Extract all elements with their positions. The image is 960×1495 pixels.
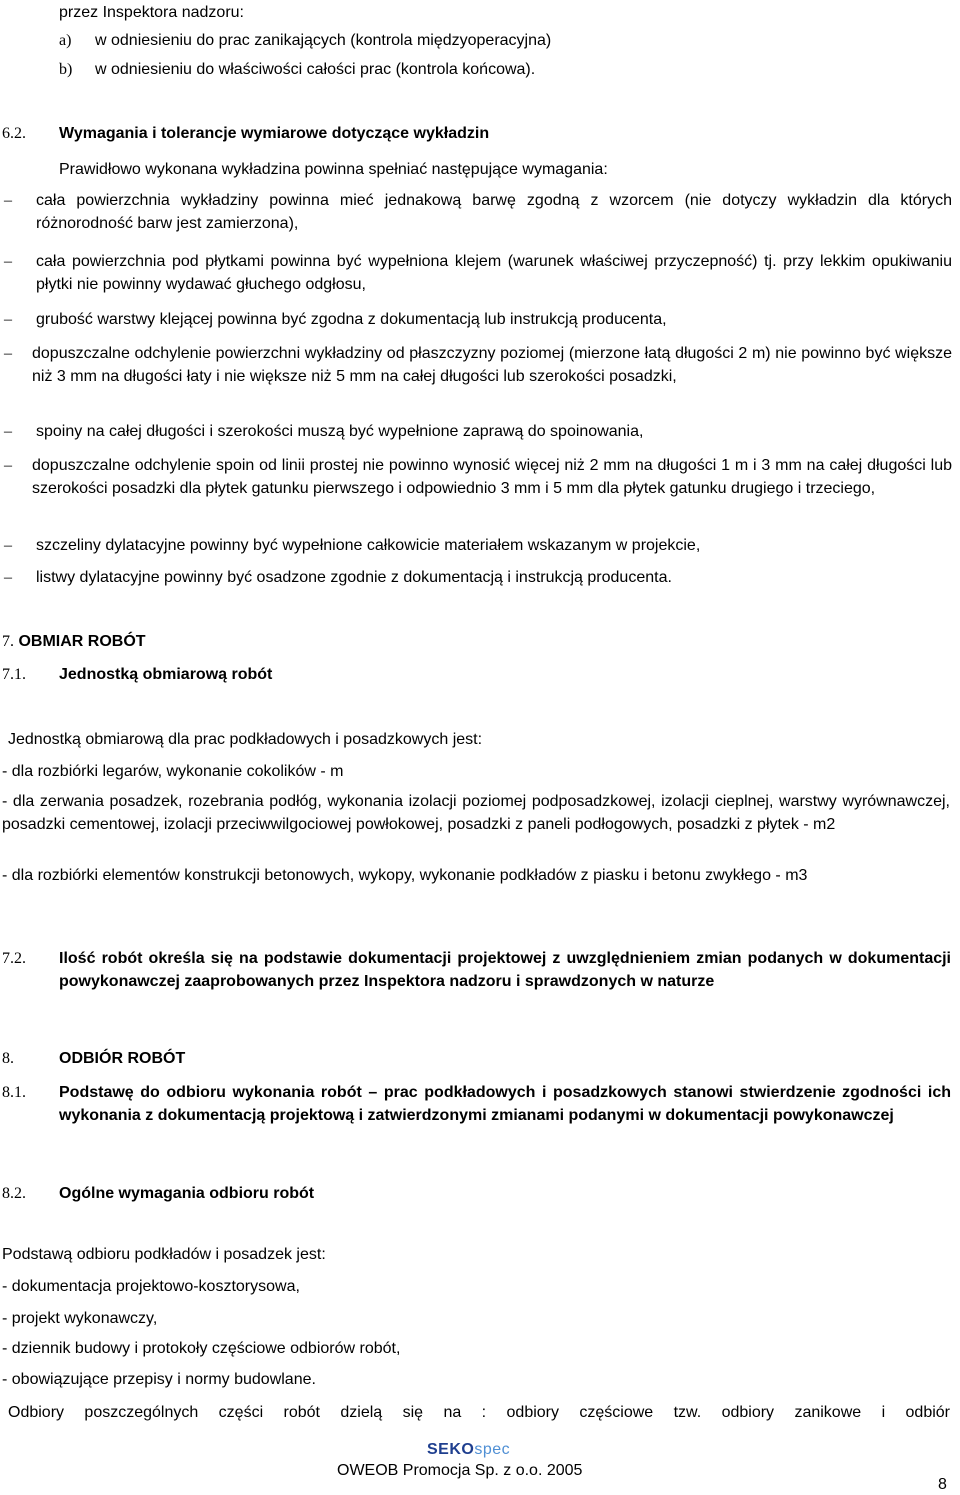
dash-bullet: –: [4, 311, 12, 328]
section-title: Jednostką obmiarową robót: [59, 666, 273, 683]
list-item: - dziennik budowy i protokoły częściowe odbiorów robót,: [2, 1340, 401, 1357]
chapter-title: OBMIAR ROBÓT: [18, 633, 146, 650]
dash-bullet: –: [4, 423, 12, 440]
footer-logo: [427, 1440, 510, 1460]
section-lead: Jednostką obmiarową dla prac podkładowych i posadzkowych jest:: [8, 731, 483, 748]
chapter-title: ODBIÓR ROBÓT: [59, 1050, 186, 1067]
dash-bullet: –: [4, 537, 12, 554]
section-lead: Prawidłowo wykonana wykładzina powinna spełniać następujące wymagania:: [59, 161, 608, 178]
section-number: 8.1.: [2, 1084, 26, 1101]
list-item: dopuszczalne odchylenie spoin od linii prostej nie powinno wynosić więcej niż 2 mm na długości 1 m i 3 mm na całej długości lub szerokości posadzki dla płytek gatunku pierwszego i odpowiednio 3 mm i 5 mm dla płytek gatunku drugiego i trzeciego,: [32, 457, 952, 497]
section-title: Ilość robót określa się na podstawie dokumentacji projektowej z uwzględnieniem zmian podanych w dokumentacji powykonawczej zaaprobowanych przez Inspektora nadzoru i sprawdzonych w naturze: [59, 950, 951, 990]
dash-bullet: –: [4, 457, 12, 474]
list-item: cała powierzchnia wykładziny powinna mieć jednakową barwę zgodną z wzorcem (nie dotyczy wykładzin dla których różnorodność barw jest zamierzona),: [36, 192, 952, 232]
logo-text-secondary: spec: [474, 1441, 511, 1458]
section-title: Wymagania i tolerancje wymiarowe dotyczące wykładzin: [59, 125, 490, 142]
closing-line: Odbiory poszczególnych części robót dzielą się na : odbiory częściowe tzw. odbiory zanikowe i odbiór: [8, 1404, 950, 1421]
list-item: - dokumentacja projektowo-kosztorysowa,: [2, 1278, 300, 1295]
list-item: - dla rozbiórki legarów, wykonanie cokolików - m: [2, 763, 344, 780]
section-title: Podstawę do odbioru wykonania robót – prac podkładowych i posadzkowych stanowi stwierdzenie zgodności ich wykonania z dokumentacją projektową i zatwierdzonymi zmianami podanymi w dokumentacji powykonawczej: [59, 1084, 951, 1124]
section-number: 7.1.: [2, 666, 26, 683]
dash-bullet: –: [4, 569, 12, 586]
list-marker-b: b): [59, 61, 73, 78]
list-item: listwy dylatacyjne powinny być osadzone zgodnie z dokumentacją i instrukcją producenta.: [36, 569, 672, 586]
list-item: - dla zerwania posadzek, rozebrania podłóg, wykonania izolacji poziomej podposadzkowej, izolacji cieplnej, warstwy wyrównawczej, posadzki cementowej, izolacji przeciwwilgociowej powłokowej, posadzki z paneli podłogowych, posadzki z płytek - m2: [2, 793, 950, 833]
list-item: szczeliny dylatacyjne powinny być wypełnione całkowicie materiałem wskazanym w projekcie,: [36, 537, 701, 554]
chapter-heading: [2, 632, 146, 652]
list-item: - dla rozbiórki elementów konstrukcji betonowych, wykopy, wykonanie podkładów z piasku i betonu zwykłego - m3: [2, 867, 808, 884]
section-number: 6.2.: [2, 125, 26, 142]
list-item: dopuszczalne odchylenie powierzchni wykładziny od płaszczyzny poziomej (mierzone łatą długości 2 m) nie powinno być większe niż 3 mm na długości łaty i nie większe niż 5 mm na całej długości lub szerokości posadzki,: [32, 345, 952, 385]
chapter-number: 8.: [2, 1050, 14, 1067]
section-lead: Podstawą odbioru podkładów i posadzek jest:: [2, 1246, 326, 1263]
intro-item-b: w odniesieniu do właściwości całości prac (kontrola końcowa).: [95, 61, 536, 78]
logo-text-primary: SEKO: [427, 1441, 475, 1458]
dash-bullet: –: [4, 345, 12, 362]
chapter-number: 7.: [2, 633, 14, 650]
section-title: Ogólne wymagania odbioru robót: [59, 1185, 315, 1202]
section-number: 8.2.: [2, 1185, 26, 1202]
page-number: 8: [938, 1476, 947, 1493]
list-item: - projekt wykonawczy,: [2, 1310, 158, 1327]
list-item: spoiny na całej długości i szerokości muszą być wypełnione zaprawą do spoinowania,: [36, 423, 644, 440]
dash-bullet: –: [4, 253, 12, 270]
list-item: - obowiązujące przepisy i normy budowlane.: [2, 1371, 316, 1388]
dash-bullet: –: [4, 192, 12, 209]
list-item: grubość warstwy klejącej powinna być zgodna z dokumentacją lub instrukcją producenta,: [36, 311, 667, 328]
list-item: cała powierzchnia pod płytkami powinna być wypełniona klejem (warunek właściwej przyczepność) tj. przy lekkim opukiwaniu płytki nie powinny wydawać głuchego odgłosu,: [36, 253, 952, 293]
intro-item-a: w odniesieniu do prac zanikających (kontrola międzyoperacyjna): [95, 32, 552, 49]
intro-line: przez Inspektora nadzoru:: [59, 4, 244, 21]
section-number: 7.2.: [2, 950, 26, 967]
footer-company: OWEOB Promocja Sp. z o.o. 2005: [337, 1462, 583, 1479]
list-marker-a: a): [59, 32, 72, 49]
